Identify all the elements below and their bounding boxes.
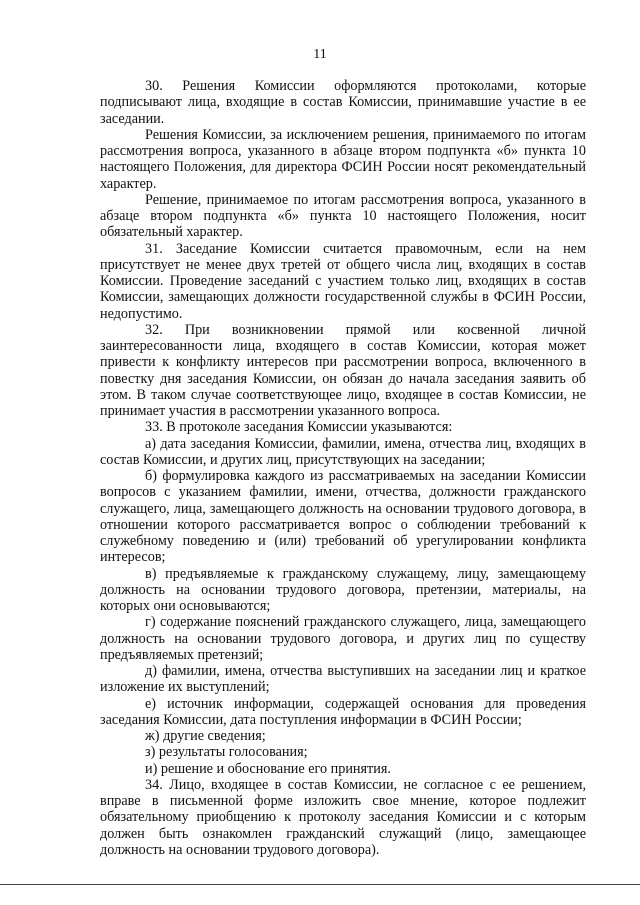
- document-body: [100, 78, 586, 858]
- list-item-z: з) результаты голосования;: [145, 744, 308, 761]
- list-item-e: е) источник информации, содержащей основания для проведения заседания Комиссии, дата поступления информации в ФСИН России;: [100, 695, 586, 728]
- paragraph-30-recommendation: Решения Комиссии, за исключением решения, принимаемого по итогам рассмотрения вопроса, указанного в абзаце втором подпункта «б» пункта 10 настоящего Положения, для директора ФСИН России носят рекомендательный характер.: [100, 126, 586, 192]
- list-item-v: в) предъявляемые к гражданскому служащему, лицу, замещающему должность на основании трудового договора, претензии, материалы, на которых они основываются;: [100, 565, 586, 614]
- list-item-g: г) содержание пояснений гражданского служащего, лица, замещающего должность на основании трудового договора, и других лиц по существу предъявляемых претензий;: [100, 614, 586, 663]
- list-item-a: а) дата заседания Комиссии, фамилии, имена, отчества лиц, входящих в состав Комиссии, и других лиц, присутствующих на заседании;: [100, 435, 586, 468]
- paragraph-33: 33. В протоколе заседания Комиссии указываются:: [145, 419, 453, 436]
- paragraph-34: 34. Лицо, входящее в состав Комиссии, не согласное с ее решением, вправе в письменной форме изложить свое мнение, которое подлежит обязательному приобщению к протоколу заседания Комиссии и с которым должен быть ознакомлен гражданский служащий (лицо, замещающее должность на основании трудового договора).: [100, 776, 586, 858]
- list-item-i: и) решение и обоснование его принятия.: [145, 760, 391, 777]
- paragraph-32: 32. При возникновении прямой или косвенной личной заинтересованности лица, входящего в состав Комиссии, которая может привести к конфликту интересов при рассмотрении вопроса, включенного в повестку дня заседания Комиссии, он обязан до начала заседания заявить об этом. В таком случае соответствующее лицо, входящее в состав Комиссии, не принимает участия в рассмотрении указанного вопроса.: [100, 321, 586, 419]
- list-item-b: б) формулировка каждого из рассматриваемых на заседании Комиссии вопросов с указанием фамилии, имени, отчества, должности гражданского служащего, лица, замещающего должность на основании трудового договора, в отношении которого рассматривается вопрос о соблюдении требований к служебному поведению и (или) требований об урегулировании конфликта интересов;: [100, 468, 586, 566]
- list-item-zh: ж) другие сведения;: [145, 728, 266, 744]
- paragraph-31: 31. Заседание Комиссии считается правомочным, если на нем присутствует не менее двух третей от общего числа лиц, входящих в состав Комиссии. Проведение заседаний с участием только лиц, входящих в состав Комиссии, замещающих должности государственной службы в ФСИН России, недопустимо.: [100, 240, 586, 322]
- paragraph-30: 30. Решения Комиссии оформляются протоколами, которые подписывают лица, входящие в состав Комиссии, принимавшие участие в ее заседании.: [100, 78, 586, 127]
- paragraph-30-mandatory: Решение, принимаемое по итогам рассмотрения вопроса, указанного в абзаце втором подпункта «б» пункта 10 настоящего Положения, носит обязательный характер.: [100, 191, 586, 241]
- list-item-d: д) фамилии, имена, отчества выступивших на заседании лиц и краткое изложение их выступлений;: [100, 663, 586, 696]
- bottom-divider: [0, 884, 640, 885]
- page-number: 11: [313, 47, 327, 62]
